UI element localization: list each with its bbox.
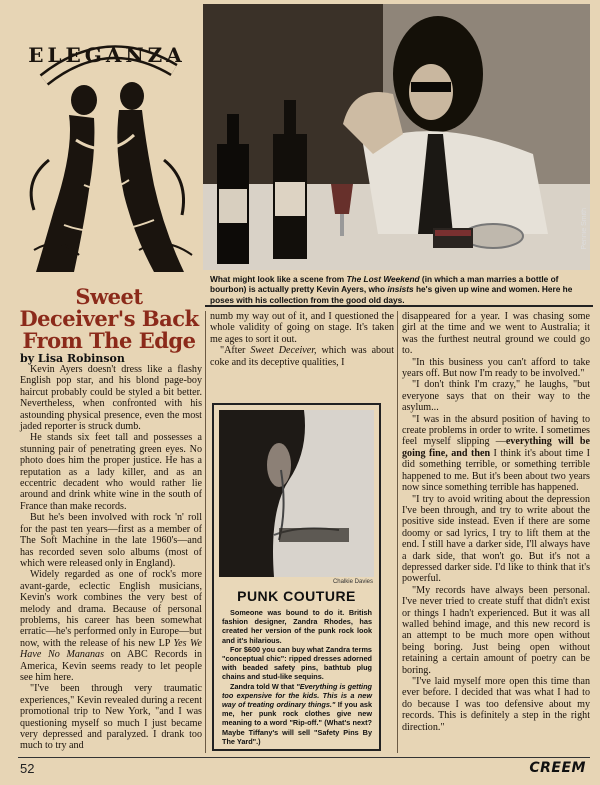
byline: by Lisa Robinson	[20, 352, 125, 365]
paragraph-text: "I was in the absurd position of having to create problems in order to write. I sometimes feel myself slipping —	[402, 413, 590, 448]
punk-couture-sidebar	[212, 403, 381, 751]
album-title: Sweet Deceiver,	[250, 345, 317, 357]
column-divider	[397, 311, 398, 753]
paragraph: "I've laid myself more open this time than ever before. I decided that was what I had to do because I was too defensive about my records. This is definitely a step in the right direction."	[402, 676, 590, 733]
sidebar-text-span: Zandra told W that	[230, 681, 297, 691]
paragraph-bold-text: everything will be going fine, and then	[402, 436, 590, 459]
sidebar-text	[222, 608, 372, 746]
paragraph-text: "After	[220, 345, 246, 357]
paragraph-text: Widely regarded as one of rock's more avant-garde, eclectic English musicians, Kevin's work combines the very best of melody and drama. Because of personal problems, his career has been somewhat erratic—he's performed only in Europe—but now, with the release of his new LP	[20, 569, 202, 649]
photo-caption	[210, 274, 592, 305]
paragraph	[402, 414, 590, 494]
article-column-3	[402, 311, 590, 733]
punk-couture-photo	[219, 410, 374, 577]
sidebar-photo-credit: Chalkie Davies	[332, 579, 373, 585]
article-column-2	[210, 311, 394, 368]
paragraph: "I try to avoid writing about the depression I've been through, and try to write about the positive side instead. Even if there are some doomy or sad lyrics, I try to lift them at the end. I still have a darker side, I'll always have a dark side, that won't go. But it's not a depressed darker side. I'd like to think that it's powerful.	[402, 493, 590, 585]
paragraph-text: which was about coke and its deceptive qualities, I	[210, 345, 394, 368]
paragraph	[20, 569, 202, 683]
caption-text-2: (in which a man marries a bottle of bourbon) is actually pretty Kevin Ayers, who	[210, 274, 559, 295]
sidebar-text-span: If you ask me, her punk rock clothes give new meaning to a word "Rip-off." (What's next? Maybe Tiffany's will sell "Safety Pins By The Yard".)	[222, 700, 372, 746]
headline-line-1: Sweet	[75, 284, 143, 309]
paragraph: He stands six feet tall and possesses a stunning pair of penetrating green eyes. No photo does him the proper justice. He has a reputation as a lady killer, and as an eccentric decadent who would rather lie around and drink white wine in the south of France than make records.	[20, 432, 202, 512]
paragraph: "I've been through very traumatic experiences," Kevin revealed during a recent promotional trip to New York, "and I was questioning myself so much I just became very depressed and paralyzed. I drank too much to try and	[20, 683, 202, 752]
paragraph: "My records have always been personal. I've never tried to create stuff that didn't exist or things I hadn't experienced. But it was all walled behind image, and this new record is an attempt to be much more open without being boring. Just being open without retaining a certain amount of poetry can be boring.	[402, 584, 590, 676]
caption-text-1: What might look like a scene from	[210, 274, 347, 284]
paragraph-text: I think it's about time I did something terrible, or something terrible happened to me. But it's been about two years now since something terrible has happened.	[402, 447, 591, 494]
paragraph: disappeared for a year. I was chasing some girl at the time and we went to Australia; it was the furthest neutral ground we could go to.	[402, 311, 590, 357]
paragraph: numb my way out of it, and I questioned the whole validity of going on stage. It's taken me ages to sort it out.	[210, 311, 394, 345]
punk-photo-scene	[219, 410, 374, 577]
page-number: 52	[20, 761, 35, 776]
headline-line-3: From The Edge	[22, 328, 196, 353]
paragraph-text: on ABC Records in America, Kevin seems ready to let people see him here.	[20, 649, 202, 683]
footer-rule	[18, 757, 590, 758]
paragraph	[210, 345, 394, 368]
sidebar-quote: "Everything is getting too expensive for the kids. This is a new way of treating ordinary things."	[222, 681, 372, 710]
article-headline	[17, 286, 201, 352]
sidebar-paragraph	[222, 682, 372, 746]
sidebar-paragraph: Someone was bound to do it. British fashion designer, Zandra Rhodes, has created her version of the punk rock look and it's hilarious.	[222, 608, 372, 645]
magazine-brand: CREEM	[529, 760, 586, 776]
photo-scene	[203, 4, 590, 270]
paragraph: "I don't think I'm crazy," he laughs, "but everyone says that on their way to the asylum...	[402, 379, 590, 414]
photo-credit: Pennie Smith	[581, 208, 588, 250]
column-divider	[205, 311, 206, 753]
sidebar-title: PUNK COUTURE	[237, 588, 356, 604]
eleganza-logo-illustration	[14, 10, 200, 278]
headline-line-2: Deceiver's Back	[19, 306, 199, 331]
caption-emphasis: insists	[387, 284, 414, 295]
caption-film-title: The Lost Weekend	[346, 274, 420, 284]
article-column-1	[20, 364, 202, 752]
paragraph: Kevin Ayers doesn't dress like a flashy English pop star, and his blond page-boy haircut probably could be styled a bit better. Nevertheless, when confronted with his astounding physical presence, even the most jaded reporter is struck dumb.	[20, 364, 202, 433]
paragraph: "In this business you can't afford to take years off. But now I'm ready to be involved."	[402, 356, 590, 380]
paragraph: But he's been involved with rock 'n' roll for the past ten years—first as a member of The Soft Machine in the late 1960's—and has recorded seven solo albums (most of which were released only in England).	[20, 512, 202, 569]
caption-text-3: he's given up wine and women. Here he poses with his collection from the good old days.	[210, 284, 573, 305]
album-title: Yes We Have No Mananas	[20, 637, 202, 661]
kevin-ayers-photo	[203, 4, 590, 270]
caption-rule	[205, 305, 593, 307]
sidebar-paragraph: For $600 you can buy what Zandra terms "conceptual chic": ripped dresses adorned with beaded safety pins, bathtub plug chains and stud-like sequins.	[222, 644, 372, 682]
logo-text: ELEGANZA	[28, 43, 186, 67]
